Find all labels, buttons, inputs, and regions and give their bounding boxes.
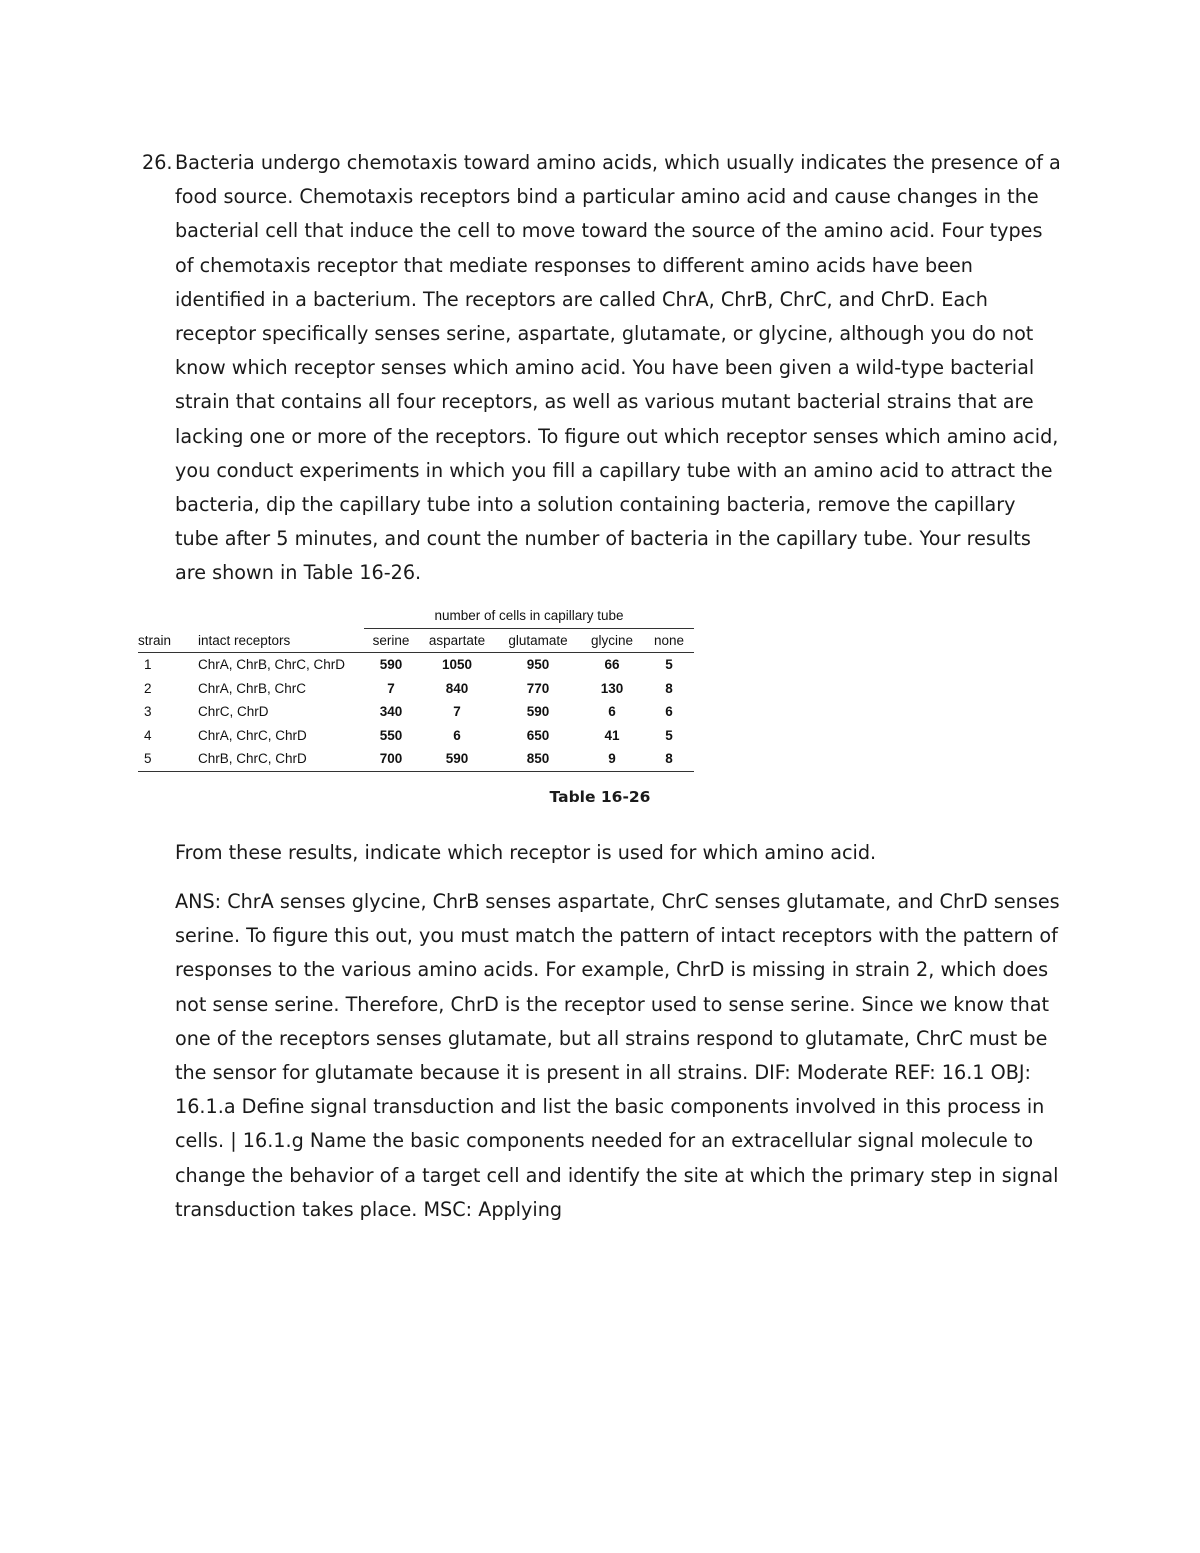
question-number: 26. (142, 151, 173, 174)
results-figure (138, 604, 698, 772)
serine-cell: 550 (379, 727, 403, 743)
strain-cell: 1 (144, 657, 152, 673)
column-header-strain: strain (138, 628, 198, 653)
answer-text: ANS: ChrA senses glycine, ChrB senses aspartate, ChrC senses glutamate, and ChrD senses serine. To figure this out, you must match the pattern of intact receptors with the pattern of responses to the various amino acids. For example, ChrD is missing in strain 2, which does not sense serine. Therefore, ChrD is the receptor used to sense serine. Since we know that one of the receptors senses glutamate, but all strains respond to glutamate, ChrC must be the sensor for glutamate because it is present in all strains. DIF: Moderate REF: 16.1 OBJ: 16.1.a Define signal transduction and list the basic components involved in this process in cells. | 16.1.g Name the basic components needed for an extracellular signal molecule to change the behavior of a target cell and identify the site at which the primary step in signal transduction takes place. MSC: Applying (175, 890, 1060, 1221)
group-header-spacer (138, 604, 198, 628)
table-row (138, 747, 694, 771)
strain-cell: 5 (138, 747, 198, 771)
none-cell: 8 (665, 680, 673, 696)
question-prompt: From these results, indicate which receptor is used for which amino acid. (175, 841, 877, 864)
question-block (142, 146, 1062, 591)
receptors-cell: ChrA, ChrB, ChrC, ChrD (198, 657, 346, 673)
aspartate-cell: 840 (445, 680, 469, 696)
glycine-cell: 66 (604, 657, 620, 673)
receptors-cell: ChrA, ChrB, ChrC (198, 680, 307, 696)
glycine-cell: 9 (580, 747, 644, 771)
aspartate-cell: 1050 (441, 657, 473, 673)
table-row (138, 724, 694, 748)
results-table (138, 604, 694, 772)
column-header-none: none (644, 628, 694, 653)
none-cell: 5 (665, 727, 673, 743)
column-header-glycine: glycine (580, 628, 644, 653)
glutamate-cell: 650 (526, 727, 550, 743)
aspartate-cell: 7 (453, 704, 461, 720)
question-text: Bacteria undergo chemotaxis toward amino acids, which usually indicates the presence of a food source. Chemotaxis receptors bind a particular amino acid and cause changes in the bacterial cell that induce the cell to move toward the source of the amino acid. Four types of chemotaxis receptor that mediate responses to different amino acids have been identified in a bacterium. The receptors are called ChrA, ChrB, ChrC, and ChrD. Each receptor specifically senses serine, aspartate, glutamate, or glycine, although you do not know which receptor senses which amino acid. You have been given a wild-type bacterial strain that contains all four receptors, as well as various mutant bacterial strains that are lacking one or more of the receptors. To figure out which receptor senses which amino acid, you conduct experiments in which you fill a capillary tube with an amino acid to attract the bacteria, dip the capillary tube into a solution containing bacteria, remove the capillary tube after 5 minutes, and count the number of bacteria in the capillary tube. Your results are shown in Table 16-26. (175, 151, 1061, 585)
group-header: number of cells in capillary tube (364, 604, 694, 628)
receptors-cell: ChrB, ChrC, ChrD (198, 747, 364, 771)
serine-cell: 700 (364, 747, 418, 771)
serine-cell: 7 (387, 680, 395, 696)
column-header-glutamate: glutamate (496, 628, 580, 653)
none-cell: 5 (665, 657, 673, 673)
receptors-cell: ChrA, ChrC, ChrD (198, 727, 307, 743)
serine-cell: 590 (379, 657, 403, 673)
glycine-cell: 41 (604, 727, 620, 743)
glycine-cell: 6 (608, 704, 616, 720)
none-cell: 6 (665, 704, 673, 720)
table-row (138, 653, 694, 677)
strain-cell: 4 (144, 727, 152, 743)
receptors-cell: ChrC, ChrD (198, 704, 269, 720)
glutamate-cell: 770 (526, 680, 550, 696)
glutamate-cell: 850 (496, 747, 580, 771)
glycine-cell: 130 (600, 680, 624, 696)
glutamate-cell: 590 (526, 704, 550, 720)
table-row (138, 700, 694, 724)
serine-cell: 340 (379, 704, 403, 720)
glutamate-cell: 950 (526, 657, 550, 673)
column-header-intact-receptors: intact receptors (198, 628, 364, 653)
column-header-aspartate: aspartate (418, 628, 496, 653)
column-header-serine: serine (364, 628, 418, 653)
table-row (138, 677, 694, 701)
table-caption: Table 16-26 (549, 788, 651, 806)
group-header-spacer (198, 604, 364, 628)
strain-cell: 2 (144, 680, 152, 696)
strain-cell: 3 (144, 704, 152, 720)
aspartate-cell: 6 (453, 727, 461, 743)
none-cell: 8 (644, 747, 694, 771)
aspartate-cell: 590 (418, 747, 496, 771)
